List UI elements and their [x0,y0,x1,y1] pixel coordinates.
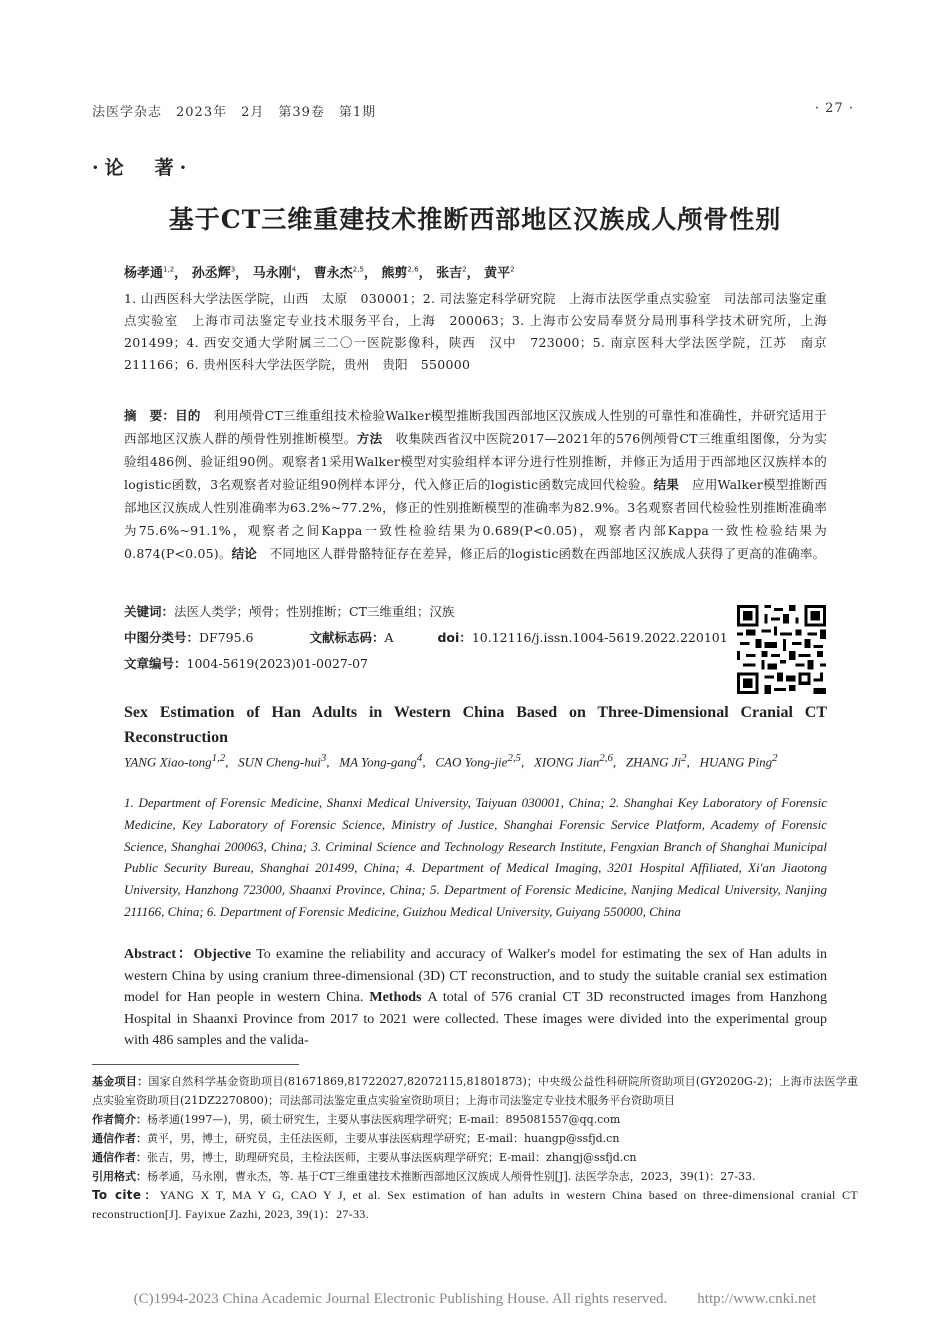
abstract-label: 摘 要： [124,408,176,423]
classification-label: 中图分类号： [124,630,200,645]
english-affiliations: 1. Department of Forensic Medicine, Shanxi Medical University, Taiyuan 030001, China; 2. Shanghai Key Laboratory of Forensic Medicine, Key Laboratory of Forensic Science, Ministry of Justice, Shanghai Forensic Service Platform, Academy of Forensic Science, Shanghai 200063, China; 3. Criminal Science and Technology Research Institute, Fengxian Branch of Shanghai Municipal Public Security Bureau, Shanghai 201499, China; 4. Department of Medical Imaging, 3201 Hospital Affiliated, Xi'an Jiaotong University, Hanzhong 723000, Shaanxi Province, China; 5. Department of Forensic Medicine, Nanjing Medical University, Nanjing 211166, China; 6. Department of Forensic Medicine, Guizhou Medical University, Guiyang 550000, China [124,795,827,919]
citation-label: To cite： [92,1188,160,1202]
citation-en [92,1186,858,1224]
author: 黄平 [484,266,511,281]
author: SUN Cheng-hui [238,754,321,770]
correspondence-1 [92,1129,858,1148]
author-affil-ref: 2,5 [507,752,521,764]
author-bio-text: 杨孝通(1997—)，男，硕士研究生，主要从事法医病理学研究；E-mail：895081557@qq.com [147,1113,621,1126]
author-affil-ref: 2,5 [352,265,364,274]
methods-label: 方法 [356,431,383,446]
author: CAO Yong-jie [435,754,508,770]
author-affil-ref: 2,6 [599,752,613,764]
author: 熊剪 [381,266,408,281]
author-affil-ref: 2 [462,265,467,274]
affiliations: 1. 山西医科大学法医学院，山西 太原 030001；2. 司法鉴定科学研究院 上海市法医学重点实验室 司法部司法鉴定重点实验室 上海市司法鉴定专业技术服务平台，上海 200063；3. 上海市公安局奉贤分局刑事科学技术研究所，上海 201499；4. 西安交通大学附属三二〇一医院影像科，陕西 汉中 723000；5. 南京医科大学法医学院，江苏 南京 211166；6. 贵州医科大学法医学院，贵州 贵阳 550000 [124,291,840,372]
author-affil-ref: 2 [510,265,515,274]
correspondence-2 [92,1148,858,1167]
article-no-label: 文章编号： [124,656,187,671]
objective-label: Objective [193,947,252,962]
author-affil-ref: 4 [291,265,297,274]
author-affil-ref: 3 [320,752,327,764]
doi-link[interactable]: 10.12116/j.issn.1004-5619.2022.220101 [471,630,728,645]
methods-text: 收集陕西省汉中医院2017—2021年的576例颅骨CT三维重组图像，分为实验组486例、验证组90例。观察者1采用Walker模型对实验组样本评分进行性别推断，并修正为适用于西部地区汉族样本的logistic函数，3名观察者对验证组90例样本评分，代入修正后的logistic函数完成回代检验。 [124,431,828,492]
author-affil-ref: 3 [230,265,236,274]
classification-row [124,628,728,646]
doc-code-label: 文献标志码： [309,630,385,645]
author-affil-ref: 1,2 [163,265,175,274]
author: ZHANG Ji [625,754,682,770]
citation-label: 引用格式： [92,1170,147,1183]
keywords-label: 关键词： [124,604,175,619]
author: HUANG Ping [699,754,773,770]
conclusion-label: 结论 [231,546,257,561]
page-number: · 27 · [814,101,854,116]
copyright-footer: (C)1994-2023 China Academic Journal Electronic Publishing House. All rights reserved. http://www.cnki.net [133,1291,817,1307]
keywords [124,602,454,620]
author: 马永刚 [252,266,292,281]
correspondence-label: 通信作者： [92,1151,147,1164]
abstract-label: Abstract： [124,947,194,962]
author: MA Yong-gang [339,754,417,770]
keywords-value: 法医人类学；颅骨；性别推断；CT三维重组；汉族 [174,604,455,619]
author-bio [92,1110,858,1129]
article-title: 基于CT三维重建技术推断西部地区汉族成人颅骨性别 [168,205,782,234]
correspondence-text: 黄平，男，博士，研究员，主任法医师，主要从事法医病理学研究；E-mail：huangp@ssfjd.cn [147,1132,620,1145]
doc-code-value: A [384,630,394,645]
methods-label: Methods [369,990,422,1005]
results-label: 结果 [653,477,680,492]
correspondence-label: 通信作者： [92,1132,147,1145]
citation-text: YANG X T, MA Y G, CAO Y J, et al. Sex estimation of han adults in western China based on three-dimensional cranial CT reconstruction[J]. Fayixue Zazhi, 2023, 39(1)：27-33. [92,1188,858,1221]
footnotes [92,1072,858,1224]
qr-code-icon[interactable] [737,605,826,694]
author-bio-label: 作者简介： [92,1113,147,1126]
doi-label: doi： [437,630,472,645]
author-list: 杨孝通$^{1,2}$， 孙丞辉$^3$， 马永刚$^4$， 曹永杰$^{2,5}$， 熊剪$^{2,6}$， 张吉$^2$， 黄平$^2$ [124,265,515,281]
fund-note [92,1072,858,1110]
author-affil-ref: 2 [772,752,778,764]
correspondence-text: 张吉，男，博士，助理研究员，主检法医师，主要从事法医病理学研究；E-mail：zhangj@ssfjd.cn [147,1151,637,1164]
citation-cn [92,1167,858,1186]
author-affil-ref: 2,6 [407,265,419,274]
author: YANG Xiao-tong [124,754,212,770]
author: 杨孝通 [124,266,164,281]
conclusion-text: 不同地区人群骨骼特征存在差异，修正后的logistic函数在西部地区汉族成人获得了更高的准确率。 [269,546,826,561]
author-affil-ref: 2 [681,752,687,764]
citation-text: 杨孝通，马永刚，曹永杰，等. 基于CT三维重建技术推断西部地区汉族成人颅骨性别[J]. 法医学杂志，2023，39(1)：27-33. [147,1170,756,1183]
author-affil-ref: 1,2 [211,752,226,764]
objective-label: 目的 [175,408,201,423]
results-text: 应用Walker模型推断西部地区汉族成人性别准确率为63.2%~77.2%，修正的性别推断模型的准确率为82.9%。3名观察者回代检验性别推断准确率为75.6%~91.1%，观察者之间Kappa一致性检验结果为0.689(P<0.05)，观察者内部Kappa一致性检验结果为0.874(P<0.05)。 [124,477,828,561]
author: 曹永杰 [313,266,353,281]
author: XIONG Jian [533,754,600,770]
section-label: ·论 著· [92,157,193,179]
english-title: Sex Estimation of Han Adults in Western China Based on Three-Dimensional Cranial CT Reconstruction [124,704,827,746]
author: 张吉 [436,266,463,281]
fund-text: 国家自然科学基金资助项目(81671869,81722027,82072115,81801873)；中央级公益性科研院所资助项目(GY2020G-2)；上海市法医学重点实验室资助项目(21DZ2270800)；司法部司法鉴定重点实验室资助项目；上海市司法鉴定专业技术服务平台资助项目 [92,1075,858,1107]
article-no-value: 1004-5619(2023)01-0027-07 [186,656,368,671]
running-header: 法医学杂志 2023年 2月 第39卷 第1期 [92,105,377,120]
footnote-divider [92,1064,299,1065]
objective-text: 利用颅骨CT三维重组技术检验Walker模型推断我国西部地区汉族成人性别的可靠性和准确性，并研究适用于西部地区汉族人群的颅骨性别推断模型。 [124,408,827,446]
methods-text: A total of 576 cranial CT 3D reconstructed images from Hanzhong Hospital in Shaanxi Province from 2017 to 2021 were collected. These images were divided into the experimental group with 486 samples and the valida- [124,990,828,1048]
article-number-row [124,654,368,672]
objective-text: To examine the reliability and accuracy of Walker's model for estimating the sex of Han adults in western China by using cranium three-dimensional (3D) CT reconstruction, and to study the suitable cranial sex estimation model for Han people in western China. [124,947,828,1005]
english-author-list: YANG Xiao-tong$^{1,2}$, SUN Cheng-hui$^3$, MA Yong-gang$^4$, CAO Yong-jie$^{2,5}$, XIONG Jian$^{2,6}$, ZHANG Ji$^2$, HUANG Ping$^2$ [124,752,778,770]
abstract-en [124,944,827,1052]
author: 孙丞辉 [191,266,231,281]
author-affil-ref: 4 [416,752,423,764]
abstract-cn [124,404,827,565]
fund-label: 基金项目： [92,1075,149,1088]
classification-value: DF795.6 [199,630,254,645]
